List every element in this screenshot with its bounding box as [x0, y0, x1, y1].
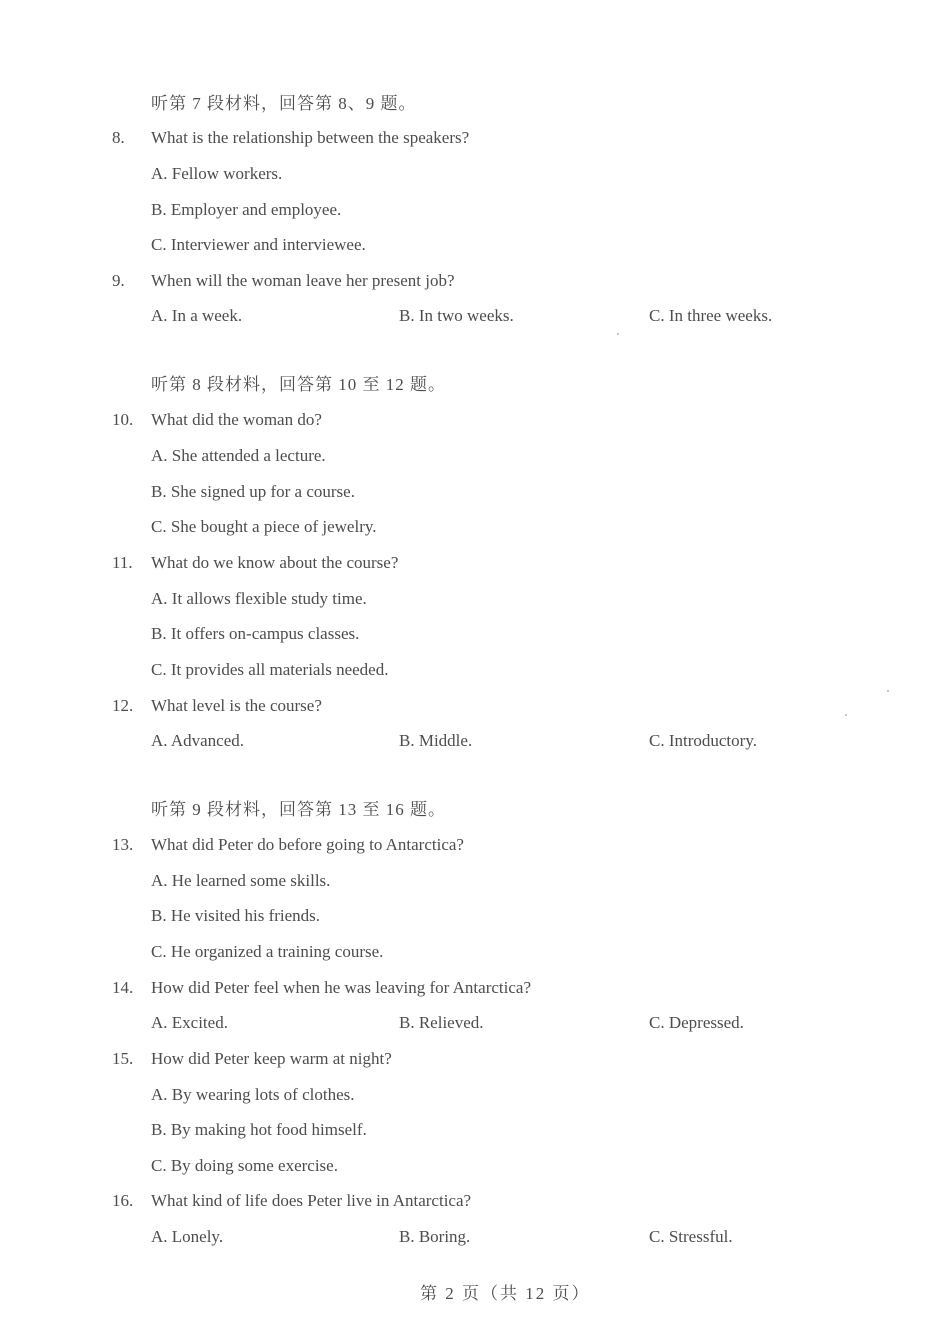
- question-text: What level is the course?: [151, 696, 322, 715]
- option-b: B. She signed up for a course.: [151, 482, 355, 501]
- question-text: What do we know about the course?: [151, 553, 399, 572]
- section-heading: 听第 8 段材料，回答第 10 至 12 题。: [151, 375, 446, 394]
- option-a: A. It allows flexible study time.: [151, 589, 367, 608]
- option-a: A. Lonely.: [151, 1227, 224, 1246]
- option-c: C. She bought a piece of jewelry.: [151, 517, 377, 536]
- question-number: 16.: [112, 1191, 134, 1210]
- option-c: C. He organized a training course.: [151, 942, 384, 961]
- question-text: How did Peter keep warm at night?: [151, 1049, 392, 1068]
- option-a: A. Advanced.: [151, 731, 245, 750]
- question-text: What did the woman do?: [151, 410, 322, 429]
- section-heading: 听第 9 段材料，回答第 13 至 16 题。: [151, 800, 446, 819]
- option-a: A. She attended a lecture.: [151, 446, 326, 465]
- option-c: C. It provides all materials needed.: [151, 660, 389, 679]
- option-b: B. By making hot food himself.: [151, 1120, 367, 1139]
- option-c: C. Depressed.: [649, 1013, 744, 1032]
- question-text: What is the relationship between the speakers?: [151, 128, 470, 147]
- option-c: C. In three weeks.: [649, 306, 773, 325]
- option-b: B. It offers on-campus classes.: [151, 624, 360, 643]
- question-text: What kind of life does Peter live in Antarctica?: [151, 1191, 472, 1210]
- page-footer: 第 2 页（共 12 页）: [420, 1284, 591, 1303]
- option-b: B. He visited his friends.: [151, 906, 321, 925]
- question-number: 11.: [112, 553, 133, 572]
- option-b: B. Middle.: [399, 731, 473, 750]
- scan-speck: [617, 333, 619, 335]
- option-b: B. Employer and employee.: [151, 200, 342, 219]
- question-number: 8.: [112, 128, 125, 147]
- option-c: C. Interviewer and interviewee.: [151, 235, 366, 254]
- option-a: A. Fellow workers.: [151, 164, 283, 183]
- question-number: 12.: [112, 696, 134, 715]
- question-number: 14.: [112, 978, 134, 997]
- option-c: C. Introductory.: [649, 731, 757, 750]
- question-number: 13.: [112, 835, 134, 854]
- question-text: When will the woman leave her present job?: [151, 271, 455, 290]
- question-text: What did Peter do before going to Antarctica?: [151, 835, 464, 854]
- option-a: A. Excited.: [151, 1013, 228, 1032]
- option-b: B. In two weeks.: [399, 306, 514, 325]
- question-number: 15.: [112, 1049, 134, 1068]
- option-b: B. Relieved.: [399, 1013, 484, 1032]
- scan-speck: [845, 714, 847, 716]
- section-heading: 听第 7 段材料，回答第 8、9 题。: [151, 94, 417, 113]
- option-c: C. Stressful.: [649, 1227, 733, 1246]
- question-text: How did Peter feel when he was leaving for Antarctica?: [151, 978, 531, 997]
- option-a: A. He learned some skills.: [151, 871, 331, 890]
- scan-speck: [887, 690, 889, 692]
- question-number: 10.: [112, 410, 134, 429]
- option-a: A. In a week.: [151, 306, 243, 325]
- option-b: B. Boring.: [399, 1227, 471, 1246]
- option-c: C. By doing some exercise.: [151, 1156, 338, 1175]
- question-number: 9.: [112, 271, 125, 290]
- option-a: A. By wearing lots of clothes.: [151, 1085, 355, 1104]
